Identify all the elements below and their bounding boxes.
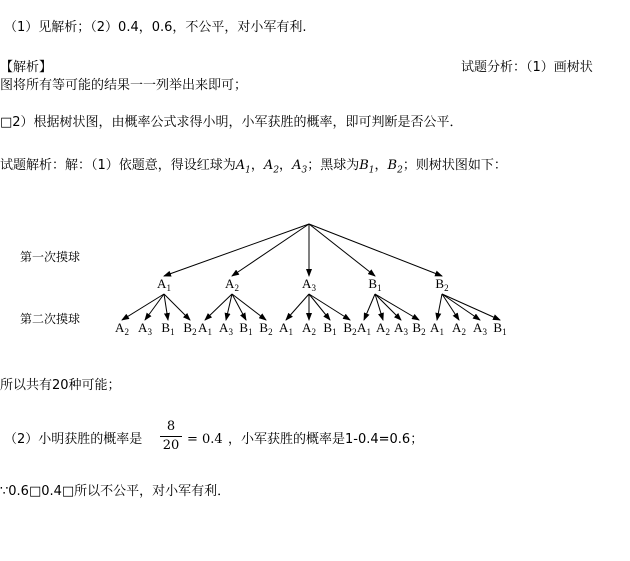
tree-row1-label: 第一次摸球 xyxy=(20,250,81,264)
solution-prefix: 试题解析：解：（1）依题意，得设红球为 xyxy=(0,158,236,173)
tree-node-first-1: $A_1$ xyxy=(157,276,171,293)
tree-branch-1-2 xyxy=(232,224,309,276)
tree-branch-2-2-3 xyxy=(232,294,246,320)
tree-branch-2-3-1 xyxy=(286,294,309,320)
tree-branch-2-2-4 xyxy=(232,294,266,320)
solution-suffix: ；则树状图如下： xyxy=(402,158,507,173)
fraction-numerator: 8 xyxy=(166,419,176,434)
conclusion-line: ∵0.6□0.4□所以不公平，对小军有利． xyxy=(0,484,231,499)
tree-branch-1-4 xyxy=(309,224,375,276)
tree-node-second-2-2: $A_3$ xyxy=(219,320,233,337)
tree-branch-1-1 xyxy=(164,224,309,276)
black-ball-2: $B_2$ xyxy=(387,158,403,176)
tree-node-second-5-1: $A_1$ xyxy=(430,320,444,337)
black-label: ；黑球为 xyxy=(307,158,360,173)
tree-node-second-3-3: $B_1$ xyxy=(323,320,337,337)
red-ball-2: $A_2$ xyxy=(263,158,280,176)
tree-node-first-5: $B_2$ xyxy=(435,276,449,293)
analysis-label: 试题分析：（1）画树状 xyxy=(461,60,593,75)
tree-branch-2-1-1 xyxy=(122,294,164,320)
fraction xyxy=(156,419,186,454)
tree-branch-2-3-4 xyxy=(309,294,350,320)
tree-node-second-3-1: $A_1$ xyxy=(279,320,293,337)
tree-branch-2-4-1 xyxy=(364,294,375,320)
tree-node-second-3-4: $B_2$ xyxy=(343,320,357,337)
fraction-bar xyxy=(160,436,182,437)
tree-node-first-3: $A_3$ xyxy=(302,276,316,293)
tree-node-second-2-1: $A_1$ xyxy=(198,320,212,337)
tree-node-first-2: $A_2$ xyxy=(225,276,239,293)
tree-branch-2-2-2 xyxy=(226,294,232,320)
tree-diagram xyxy=(0,210,630,350)
red-ball-3: $A_3$ xyxy=(292,158,308,176)
tree-node-second-2-4: $B_2$ xyxy=(259,320,273,337)
fraction-result: = 0.4 xyxy=(187,432,223,447)
prob-suffix: ，小军获胜的概率是1-0.4=0.6； xyxy=(228,432,424,447)
jiexi-heading: 【解析】 xyxy=(0,60,53,75)
tree-node-second-4-2: $A_2$ xyxy=(376,320,390,337)
analysis-line-2: 图将所有等可能的结果一一列举出来即可； xyxy=(0,78,248,93)
analysis-line-3: □2）根据树状图，由概率公式求得小明，小军获胜的概率，即可判断是否公平． xyxy=(0,115,463,130)
tree-node-second-4-3: $A_3$ xyxy=(394,320,408,337)
red-ball-1: $A_1$ xyxy=(235,158,251,176)
tree-branch-2-1-2 xyxy=(145,294,164,320)
tree-node-second-1-4: $B_2$ xyxy=(183,320,197,337)
tree-branch-1-5 xyxy=(309,224,442,276)
tree-row2-label: 第二次摸球 xyxy=(20,312,81,326)
tree-node-second-1-1: $A_2$ xyxy=(115,320,129,337)
tree-node-second-2-3: $B_1$ xyxy=(239,320,253,337)
tree-node-second-4-1: $A_1$ xyxy=(357,320,371,337)
tree-node-second-4-4: $B_2$ xyxy=(412,320,426,337)
tree-branch-2-5-1 xyxy=(437,294,442,320)
tree-node-second-1-3: $B_1$ xyxy=(161,320,175,337)
tree-node-second-3-2: $A_2$ xyxy=(302,320,316,337)
tree-node-second-5-4: $B_1$ xyxy=(493,320,507,337)
solution-line: 试题解析：解：（1）依题意，得设红球为$A_1$，$A_2$，$A_3$；黑球为$B_1$，$B_2$；则树状图如下： xyxy=(0,158,507,176)
prob-prefix: （2）小明获胜的概率是 xyxy=(4,432,143,447)
tree-branch-2-5-3 xyxy=(442,294,480,320)
tree-node-first-4: $B_1$ xyxy=(368,276,382,293)
tree-node-second-5-2: $A_2$ xyxy=(452,320,466,337)
total-line: 所以共有20种可能； xyxy=(0,378,121,393)
fraction-denominator: 20 xyxy=(162,438,180,453)
black-ball-1: $B_1$ xyxy=(359,158,375,176)
answer-line: （1）见解析；（2）0.4，0.6，不公平，对小军有利. xyxy=(4,20,307,35)
tree-branch-2-2-1 xyxy=(205,294,232,320)
tree-branch-2-3-3 xyxy=(309,294,330,320)
tree-node-second-1-2: $A_3$ xyxy=(138,320,152,337)
tree-node-second-5-3: $A_3$ xyxy=(473,320,487,337)
